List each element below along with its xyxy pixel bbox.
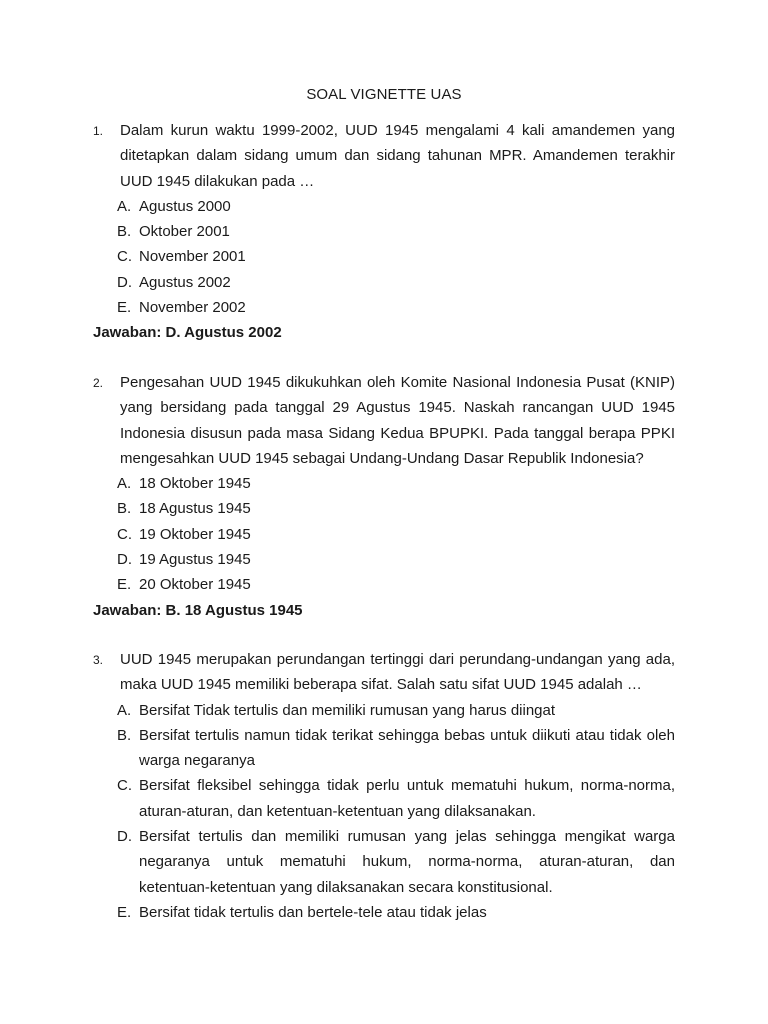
option-c xyxy=(117,244,675,269)
option-c xyxy=(117,522,675,547)
option-text: 20 Oktober 1945 xyxy=(139,576,251,594)
option-letter: E. xyxy=(117,299,132,317)
option-list xyxy=(117,471,675,597)
option-text: November 2001 xyxy=(139,248,246,266)
option-letter: E. xyxy=(117,903,132,921)
option-d xyxy=(117,547,675,572)
question-text: Dalam kurun waktu 1999-2002, UUD 1945 mengalami 4 kali amandemen yang ditetapkan dalam sidang umum dan sidang tahunan MPR. Amandemen terakhir UUD 1945 dilakukan pada … xyxy=(120,122,675,190)
option-d xyxy=(117,824,675,900)
option-text: 18 Agustus 1945 xyxy=(139,500,251,518)
question-number: 2. xyxy=(93,376,104,390)
option-letter: C. xyxy=(117,525,132,543)
option-text: 19 Agustus 1945 xyxy=(139,551,251,569)
question-1 xyxy=(93,118,675,346)
option-b xyxy=(117,496,675,521)
option-letter: B. xyxy=(117,223,132,241)
option-list xyxy=(117,698,675,926)
option-text: Agustus 2002 xyxy=(139,273,231,291)
answer-key: Jawaban: D. Agustus 2002 xyxy=(93,324,282,342)
option-text: Agustus 2000 xyxy=(139,197,231,215)
option-text: Bersifat tidak tertulis dan bertele-tele atau tidak jelas xyxy=(139,903,487,921)
question-number: 1. xyxy=(93,124,104,138)
option-letter: D. xyxy=(117,273,132,291)
question-text: Pengesahan UUD 1945 dikukuhkan oleh Komite Nasional Indonesia Pusat (KNIP) yang bersidang pada tanggal 29 Agustus 1945. Naskah rancangan UUD 1945 Indonesia disusun pada masa Sidang Kedua BPUPKI. Pada tanggal berapa PPKI mengesahkan UUD 1945 sebagai Undang-Undang Dasar Republik Indonesia? xyxy=(120,374,675,467)
answer-key: Jawaban: B. 18 Agustus 1945 xyxy=(93,601,303,619)
option-text: 18 Oktober 1945 xyxy=(139,475,251,493)
option-text: Bersifat Tidak tertulis dan memiliki rumusan yang harus diingat xyxy=(139,701,556,719)
option-e xyxy=(117,900,675,925)
option-letter: A. xyxy=(117,475,132,493)
option-text: 19 Oktober 1945 xyxy=(139,525,251,543)
option-a xyxy=(117,194,675,219)
option-letter: C. xyxy=(117,777,132,795)
question-2 xyxy=(93,370,675,623)
option-d xyxy=(117,270,675,295)
option-list xyxy=(117,194,675,320)
option-c xyxy=(117,773,675,824)
question-3 xyxy=(93,647,675,925)
question-text: UUD 1945 merupakan perundangan tertinggi dari perundang-undangan yang ada, maka UUD 1945 memiliki beberapa sifat. Salah satu sifat UUD 1945 adalah … xyxy=(120,651,675,694)
option-e xyxy=(117,295,675,320)
option-b xyxy=(117,723,675,774)
option-letter: E. xyxy=(117,576,132,594)
option-letter: C. xyxy=(117,248,132,266)
page-title: SOAL VIGNETTE UAS xyxy=(306,86,462,103)
option-b xyxy=(117,219,675,244)
option-a xyxy=(117,471,675,496)
option-letter: B. xyxy=(117,500,132,518)
option-letter: D. xyxy=(117,828,132,846)
option-text: Bersifat tertulis namun tidak terikat sehingga bebas untuk diikuti atau tidak oleh warga negaranya xyxy=(139,726,675,770)
option-letter: A. xyxy=(117,197,132,215)
option-text: Bersifat tertulis dan memiliki rumusan yang jelas sehingga mengikat warga negaranya untuk mematuhi hukum, norma-norma, aturan-aturan, dan ketentuan-ketentuan yang dilaksanakan secara konstitusional. xyxy=(139,828,675,896)
option-text: November 2002 xyxy=(139,299,246,317)
option-letter: B. xyxy=(117,726,132,744)
option-text: Bersifat fleksibel sehingga tidak perlu untuk mematuhi hukum, norma-norma, aturan-aturan, dan ketentuan-ketentuan yang dilaksanakan. xyxy=(139,777,675,820)
option-e xyxy=(117,572,675,597)
option-letter: D. xyxy=(117,551,132,569)
option-text: Oktober 2001 xyxy=(139,223,230,241)
question-number: 3. xyxy=(93,653,104,667)
option-letter: A. xyxy=(117,701,132,719)
option-a xyxy=(117,698,675,723)
